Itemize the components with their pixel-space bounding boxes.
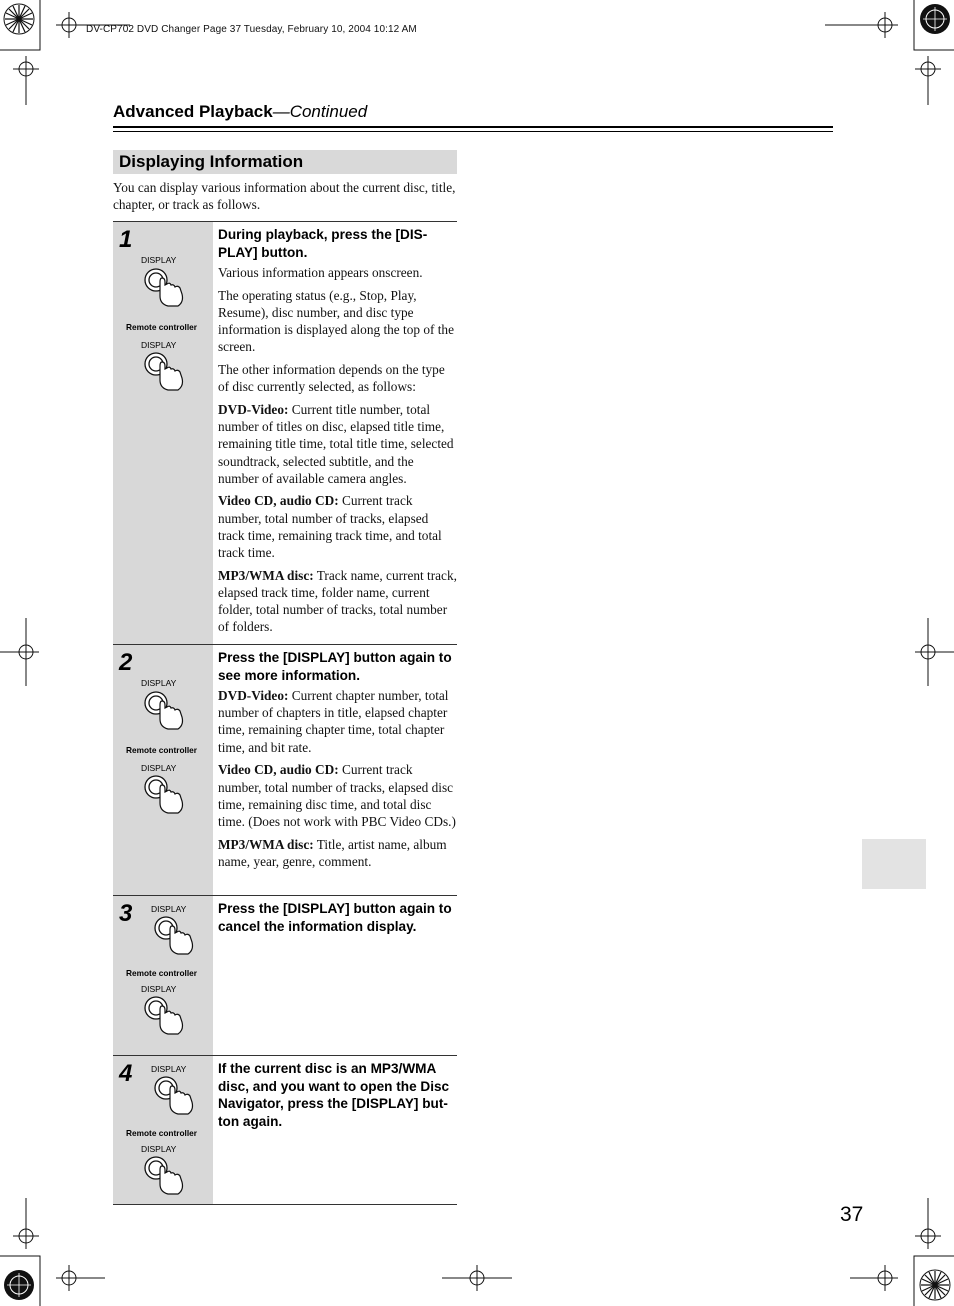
step-1-heading: During playback, press the [DIS-PLAY] button. <box>218 227 428 260</box>
step-1-paragraph: Video CD, audio CD: Current track number, total number of tracks, elapsed track time, remaining track time, and total track time. <box>218 493 442 561</box>
step-4-number: 4 <box>119 1060 133 1087</box>
step-1-paragraph: The other information depends on the type of disc currently selected, as follows: <box>218 362 445 395</box>
header-continued: —Continued <box>272 102 368 121</box>
display-button-press-icon <box>140 689 188 733</box>
display-button-press-icon <box>140 350 188 394</box>
step-4-content <box>218 1060 457 1133</box>
header-rule-thin <box>113 131 833 132</box>
step-divider <box>113 1204 457 1205</box>
display-button-press-icon <box>140 1154 188 1198</box>
step-1-number: 1 <box>119 226 133 253</box>
chapter-tab-marker <box>862 839 926 889</box>
display-button-press-icon <box>140 773 188 817</box>
running-header <box>113 102 367 122</box>
display-button-label: DISPLAY <box>141 984 177 994</box>
step-2-heading: Press the [DISPLAY] button again to see more information. <box>218 650 452 683</box>
display-button-label: DISPLAY <box>151 904 187 914</box>
step-4-heading: If the current disc is an MP3/WMA disc, and you want to open the Disc Navigator, press the [DISPLAY] but-ton again. <box>218 1061 450 1129</box>
step-1-paragraph: MP3/WMA disc: Track name, current track, elapsed track time, folder name, current folder, total number of tracks, total number of folders. <box>218 567 457 635</box>
remote-controller-label: Remote controller <box>126 1128 197 1138</box>
starburst-mark-top-left <box>4 4 34 34</box>
section-intro: You can display various information about the current disc, title, chapter, or track as follows. <box>113 180 456 212</box>
page-number: 37 <box>840 1203 864 1226</box>
step-3-content <box>218 900 457 938</box>
display-button-press-icon <box>140 994 188 1038</box>
display-button-press-icon <box>150 1074 198 1118</box>
step-1-content <box>218 226 457 641</box>
display-button-label: DISPLAY <box>151 1064 187 1074</box>
step-2-number: 2 <box>119 649 133 676</box>
display-button-label: DISPLAY <box>141 1144 177 1154</box>
remote-controller-label: Remote controller <box>126 322 197 332</box>
step-2-paragraph: DVD-Video: Current chapter number, total number of chapters in title, elapsed chapter time, remaining chapter time, total chapter time, and bit rate. <box>218 688 449 755</box>
display-button-label: DISPLAY <box>141 678 177 688</box>
step-1-paragraph: The operating status (e.g., Stop, Play, Resume), disc number, and disc type information is displayed along the top of the screen. <box>218 287 454 355</box>
starburst-mark-bottom-left <box>4 1270 34 1300</box>
step-1-paragraph: DVD-Video: Current title number, total number of titles on disc, elapsed title time, remaining title time, total title time, selected soundtrack, selected subtitle, and the number of available camera angles. <box>218 401 454 486</box>
step-3-number: 3 <box>119 900 133 927</box>
step-2-paragraph: Video CD, audio CD: Current track number, total number of tracks, elapsed disc time, remaining disc time, and total disc time. (Does not work with PBC Video CDs.) <box>218 762 456 829</box>
display-button-press-icon <box>150 914 198 958</box>
display-button-press-icon <box>140 266 188 310</box>
header-rule-thick <box>113 126 833 128</box>
remote-controller-label: Remote controller <box>126 968 197 978</box>
starburst-mark-bottom-right <box>920 1270 950 1300</box>
display-button-label: DISPLAY <box>141 255 177 265</box>
step-2-content <box>218 649 457 876</box>
section-title-bar <box>113 150 457 174</box>
header-title: Advanced Playback <box>113 102 273 121</box>
step-2-paragraph: MP3/WMA disc: Title, artist name, album name, year, genre, comment. <box>218 836 447 869</box>
step-3-heading: Press the [DISPLAY] button again to cancel the information display. <box>218 901 452 934</box>
print-job-header: DV-CP702 DVD Changer Page 37 Tuesday, February 10, 2004 10:12 AM <box>86 24 417 35</box>
display-button-label: DISPLAY <box>141 763 177 773</box>
remote-controller-label: Remote controller <box>126 745 197 755</box>
display-button-label: DISPLAY <box>141 340 177 350</box>
step-1-paragraph: Various information appears onscreen. <box>218 265 423 280</box>
section-title: Displaying Information <box>119 152 304 171</box>
starburst-mark-top-right <box>920 4 950 34</box>
